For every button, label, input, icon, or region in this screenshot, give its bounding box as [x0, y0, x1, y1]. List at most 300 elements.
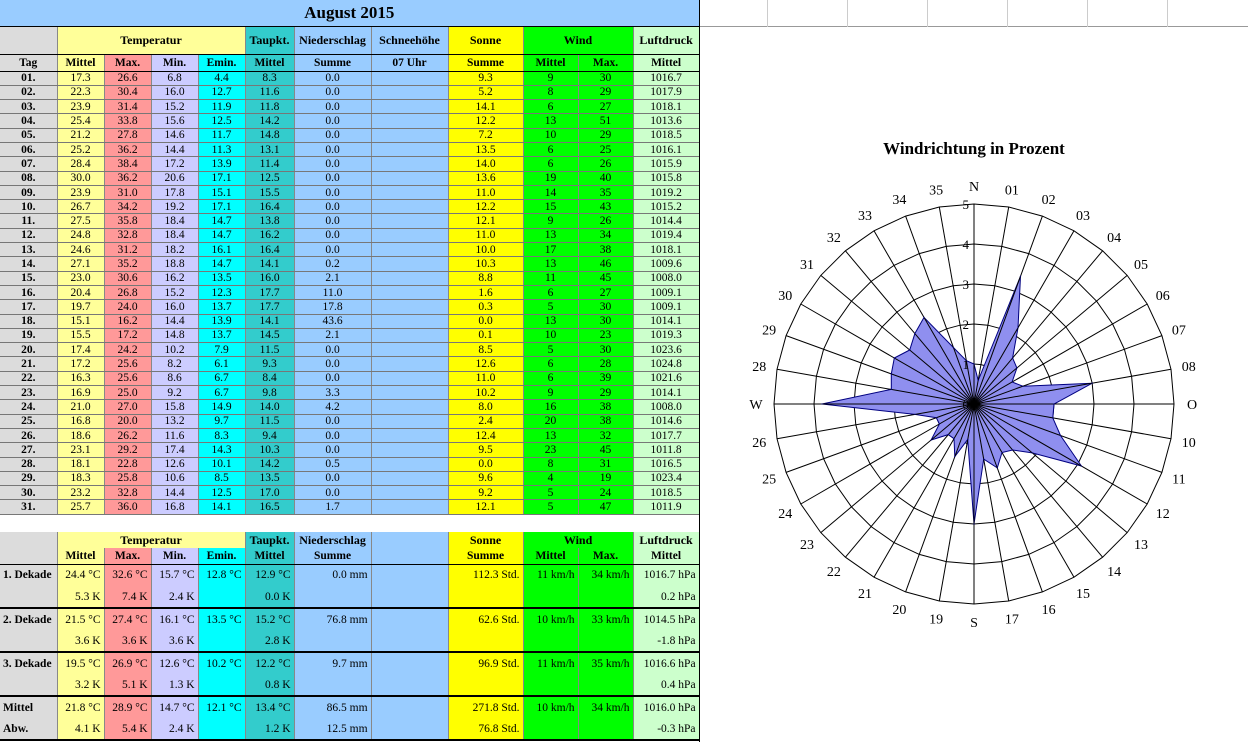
cell-luftdruck[interactable]: 1008.0: [633, 400, 699, 414]
summary-cell-min[interactable]: 14.7 °C: [151, 696, 198, 718]
summary-cell-wind-max[interactable]: 33 km/h: [578, 608, 633, 630]
cell-mittel[interactable]: 16.9: [57, 386, 104, 400]
cell-schnee[interactable]: [371, 300, 448, 314]
summary-cell-mittel[interactable]: 21.8 °C: [57, 696, 104, 718]
cell-schnee[interactable]: [371, 271, 448, 285]
cell-luftdruck[interactable]: 1011.8: [633, 443, 699, 457]
cell-min[interactable]: 9.2: [151, 386, 198, 400]
cell-schnee[interactable]: [371, 328, 448, 342]
cell-tag[interactable]: 18.: [0, 314, 57, 328]
cell-emin[interactable]: 12.5: [198, 114, 245, 128]
cell-min[interactable]: 10.6: [151, 471, 198, 485]
cell-emin[interactable]: 4.4: [198, 71, 245, 85]
cell-schnee[interactable]: [371, 285, 448, 299]
summary-cell-wind-max[interactable]: [578, 674, 633, 696]
summary-group-wind[interactable]: Wind: [523, 532, 633, 548]
empty-cell[interactable]: [1088, 0, 1168, 27]
cell-luftdruck[interactable]: 1014.1: [633, 314, 699, 328]
cell-tag[interactable]: 31.: [0, 500, 57, 514]
summary-cell-emin[interactable]: [198, 586, 245, 608]
header-sonne-summe[interactable]: Summe: [448, 54, 523, 71]
cell-emin[interactable]: 11.7: [198, 128, 245, 142]
cell-sonne[interactable]: 10.3: [448, 257, 523, 271]
cell-taupkt[interactable]: 16.2: [245, 228, 294, 242]
cell-sonne[interactable]: 0.0: [448, 457, 523, 471]
cell-luftdruck[interactable]: 1017.9: [633, 85, 699, 99]
summary-cell-max[interactable]: 5.1 K: [104, 674, 151, 696]
cell-sonne[interactable]: 11.0: [448, 185, 523, 199]
cell-wind-mittel[interactable]: 6: [523, 100, 578, 114]
cell-mittel[interactable]: 27.5: [57, 214, 104, 228]
cell-max[interactable]: 36.0: [104, 500, 151, 514]
cell-schnee[interactable]: [371, 471, 448, 485]
header-tag[interactable]: Tag: [0, 54, 57, 71]
cell-max[interactable]: 16.2: [104, 314, 151, 328]
cell-niederschlag[interactable]: 4.2: [294, 400, 371, 414]
summary-label[interactable]: Abw.: [0, 718, 57, 740]
summary-cell-sonne[interactable]: [448, 674, 523, 696]
cell-luftdruck[interactable]: 1016.5: [633, 457, 699, 471]
cell-sonne[interactable]: 11.0: [448, 228, 523, 242]
cell-emin[interactable]: 11.9: [198, 100, 245, 114]
cell-schnee[interactable]: [371, 428, 448, 442]
cell-min[interactable]: 13.2: [151, 414, 198, 428]
cell-mittel[interactable]: 24.6: [57, 243, 104, 257]
cell-schnee[interactable]: [371, 228, 448, 242]
cell-wind-max[interactable]: 40: [578, 171, 633, 185]
cell-mittel[interactable]: 24.8: [57, 228, 104, 242]
cell-taupkt[interactable]: 17.7: [245, 285, 294, 299]
summary-cell-wind-mittel[interactable]: 10 km/h: [523, 608, 578, 630]
cell-wind-max[interactable]: 29: [578, 386, 633, 400]
cell-schnee[interactable]: [371, 171, 448, 185]
cell-max[interactable]: 31.0: [104, 185, 151, 199]
cell-min[interactable]: 15.8: [151, 400, 198, 414]
summary-cell-min[interactable]: 15.7 °C: [151, 564, 198, 586]
summary-cell-schnee[interactable]: [371, 718, 448, 740]
cell-wind-max[interactable]: 26: [578, 157, 633, 171]
cell-wind-max[interactable]: 26: [578, 214, 633, 228]
cell-niederschlag[interactable]: 0.0: [294, 228, 371, 242]
cell-emin[interactable]: 8.5: [198, 471, 245, 485]
cell-wind-mittel[interactable]: 23: [523, 443, 578, 457]
cell-niederschlag[interactable]: 0.0: [294, 114, 371, 128]
cell-niederschlag[interactable]: 0.0: [294, 428, 371, 442]
cell-mittel[interactable]: 18.6: [57, 428, 104, 442]
header-niederschlag-summe[interactable]: Summe: [294, 54, 371, 71]
cell-mittel[interactable]: 17.3: [57, 71, 104, 85]
page-title[interactable]: August 2015: [0, 0, 699, 26]
cell-taupkt[interactable]: 13.8: [245, 214, 294, 228]
cell-tag[interactable]: 21.: [0, 357, 57, 371]
summary-cell-min[interactable]: 12.6 °C: [151, 652, 198, 674]
cell-schnee[interactable]: [371, 500, 448, 514]
summary-cell-sonne[interactable]: 76.8 Std.: [448, 718, 523, 740]
cell-sonne[interactable]: 9.5: [448, 443, 523, 457]
cell-sonne[interactable]: 0.3: [448, 300, 523, 314]
cell-wind-mittel[interactable]: 16: [523, 400, 578, 414]
cell-emin[interactable]: 6.7: [198, 386, 245, 400]
cell-luftdruck[interactable]: 1016.7: [633, 71, 699, 85]
cell-sonne[interactable]: 12.4: [448, 428, 523, 442]
cell-luftdruck[interactable]: 1009.1: [633, 300, 699, 314]
cell-max[interactable]: 32.8: [104, 486, 151, 500]
cell-max[interactable]: 31.2: [104, 243, 151, 257]
cell-mittel[interactable]: 23.1: [57, 443, 104, 457]
cell-schnee[interactable]: [371, 243, 448, 257]
summary-cell-luftdruck[interactable]: 1016.7 hPa: [633, 564, 699, 586]
cell-min[interactable]: 18.2: [151, 243, 198, 257]
summary-label[interactable]: Mittel: [0, 696, 57, 718]
cell-taupkt[interactable]: 17.0: [245, 486, 294, 500]
summary-cell-wind-mittel[interactable]: 10 km/h: [523, 696, 578, 718]
cell-mittel[interactable]: 23.0: [57, 271, 104, 285]
cell-wind-max[interactable]: 38: [578, 243, 633, 257]
summary-cell-sonne[interactable]: 62.6 Std.: [448, 608, 523, 630]
cell-taupkt[interactable]: 11.8: [245, 100, 294, 114]
cell-schnee[interactable]: [371, 414, 448, 428]
cell-tag[interactable]: 20.: [0, 343, 57, 357]
summary-group-empty[interactable]: [371, 532, 448, 548]
summary-cell-wind-max[interactable]: [578, 630, 633, 652]
cell-mittel[interactable]: 16.3: [57, 371, 104, 385]
cell-taupkt[interactable]: 9.8: [245, 386, 294, 400]
cell-tag[interactable]: 17.: [0, 300, 57, 314]
cell-tag[interactable]: 14.: [0, 257, 57, 271]
summary-cell-wind-mittel[interactable]: [523, 674, 578, 696]
cell-min[interactable]: 15.2: [151, 285, 198, 299]
cell-wind-mittel[interactable]: 6: [523, 285, 578, 299]
cell-min[interactable]: 14.4: [151, 142, 198, 156]
cell-sonne[interactable]: 13.5: [448, 142, 523, 156]
summary-header-max[interactable]: Max.: [104, 548, 151, 564]
cell-min[interactable]: 19.2: [151, 200, 198, 214]
cell-max[interactable]: 20.0: [104, 414, 151, 428]
cell-niederschlag[interactable]: 0.0: [294, 443, 371, 457]
cell-min[interactable]: 14.4: [151, 486, 198, 500]
cell-emin[interactable]: 14.7: [198, 257, 245, 271]
summary-header-empty[interactable]: [0, 548, 57, 564]
cell-mittel[interactable]: 16.8: [57, 414, 104, 428]
cell-emin[interactable]: 14.3: [198, 443, 245, 457]
cell-wind-mittel[interactable]: 13: [523, 114, 578, 128]
cell-emin[interactable]: 9.7: [198, 414, 245, 428]
header-min[interactable]: Min.: [151, 54, 198, 71]
cell-schnee[interactable]: [371, 357, 448, 371]
summary-header-blank[interactable]: [371, 548, 448, 564]
cell-niederschlag[interactable]: 17.8: [294, 300, 371, 314]
summary-cell-schnee[interactable]: [371, 586, 448, 608]
cell-luftdruck[interactable]: 1009.1: [633, 285, 699, 299]
cell-wind-max[interactable]: 30: [578, 314, 633, 328]
cell-wind-mittel[interactable]: 6: [523, 371, 578, 385]
cell-sonne[interactable]: 5.2: [448, 85, 523, 99]
cell-max[interactable]: 25.8: [104, 471, 151, 485]
cell-min[interactable]: 17.4: [151, 443, 198, 457]
cell-schnee[interactable]: [371, 314, 448, 328]
summary-cell-niederschlag[interactable]: 0.0 mm: [294, 564, 371, 586]
cell-wind-max[interactable]: 35: [578, 185, 633, 199]
cell-emin[interactable]: 13.9: [198, 314, 245, 328]
cell-taupkt[interactable]: 14.0: [245, 400, 294, 414]
group-niederschlag[interactable]: Niederschlag: [294, 26, 371, 54]
cell-luftdruck[interactable]: 1019.2: [633, 185, 699, 199]
cell-max[interactable]: 34.2: [104, 200, 151, 214]
cell-emin[interactable]: 6.7: [198, 371, 245, 385]
cell-taupkt[interactable]: 11.4: [245, 157, 294, 171]
cell-schnee[interactable]: [371, 114, 448, 128]
cell-sonne[interactable]: 8.0: [448, 400, 523, 414]
cell-emin[interactable]: 8.3: [198, 428, 245, 442]
cell-sonne[interactable]: 1.6: [448, 285, 523, 299]
cell-wind-mittel[interactable]: 13: [523, 428, 578, 442]
cell-max[interactable]: 36.2: [104, 142, 151, 156]
summary-cell-wind-mittel[interactable]: [523, 718, 578, 740]
summary-cell-sonne[interactable]: 96.9 Std.: [448, 652, 523, 674]
summary-cell-luftdruck[interactable]: 1016.6 hPa: [633, 652, 699, 674]
summary-cell-niederschlag[interactable]: 76.8 mm: [294, 608, 371, 630]
cell-sonne[interactable]: 14.1: [448, 100, 523, 114]
cell-min[interactable]: 10.2: [151, 343, 198, 357]
cell-wind-mittel[interactable]: 5: [523, 500, 578, 514]
cell-wind-max[interactable]: 38: [578, 414, 633, 428]
summary-cell-mittel[interactable]: 5.3 K: [57, 586, 104, 608]
cell-sonne[interactable]: 12.1: [448, 500, 523, 514]
cell-wind-mittel[interactable]: 10: [523, 328, 578, 342]
group-luftdruck[interactable]: Luftdruck: [633, 26, 699, 54]
cell-max[interactable]: 22.8: [104, 457, 151, 471]
cell-wind-max[interactable]: 30: [578, 343, 633, 357]
summary-corner[interactable]: [0, 532, 57, 548]
cell-tag[interactable]: 05.: [0, 128, 57, 142]
summary-cell-min[interactable]: 2.4 K: [151, 586, 198, 608]
cell-niederschlag[interactable]: 0.0: [294, 471, 371, 485]
summary-cell-wind-max[interactable]: 34 km/h: [578, 696, 633, 718]
cell-tag[interactable]: 13.: [0, 243, 57, 257]
summary-cell-luftdruck[interactable]: 0.2 hPa: [633, 586, 699, 608]
cell-mittel[interactable]: 30.0: [57, 171, 104, 185]
cell-sonne[interactable]: 12.2: [448, 200, 523, 214]
cell-tag[interactable]: 28.: [0, 457, 57, 471]
summary-cell-max[interactable]: 26.9 °C: [104, 652, 151, 674]
group-schneehoehe[interactable]: Schneehöhe: [371, 26, 448, 54]
cell-niederschlag[interactable]: 0.0: [294, 142, 371, 156]
cell-tag[interactable]: 12.: [0, 228, 57, 242]
cell-luftdruck[interactable]: 1015.2: [633, 200, 699, 214]
cell-wind-max[interactable]: 24: [578, 486, 633, 500]
cell-mittel[interactable]: 15.1: [57, 314, 104, 328]
cell-sonne[interactable]: 10.0: [448, 243, 523, 257]
summary-cell-emin[interactable]: 12.8 °C: [198, 564, 245, 586]
cell-wind-max[interactable]: 31: [578, 457, 633, 471]
cell-sonne[interactable]: 11.0: [448, 371, 523, 385]
cell-emin[interactable]: 11.3: [198, 142, 245, 156]
cell-niederschlag[interactable]: 3.3: [294, 386, 371, 400]
cell-wind-max[interactable]: 29: [578, 85, 633, 99]
summary-cell-niederschlag[interactable]: [294, 674, 371, 696]
cell-wind-mittel[interactable]: 8: [523, 457, 578, 471]
summary-cell-sonne[interactable]: [448, 630, 523, 652]
summary-cell-sonne[interactable]: [448, 586, 523, 608]
cell-max[interactable]: 32.8: [104, 228, 151, 242]
cell-min[interactable]: 17.8: [151, 185, 198, 199]
cell-luftdruck[interactable]: 1015.9: [633, 157, 699, 171]
cell-tag[interactable]: 07.: [0, 157, 57, 171]
cell-taupkt[interactable]: 11.5: [245, 414, 294, 428]
cell-niederschlag[interactable]: 0.0: [294, 157, 371, 171]
summary-cell-luftdruck[interactable]: -1.8 hPa: [633, 630, 699, 652]
cell-tag[interactable]: 15.: [0, 271, 57, 285]
summary-cell-min[interactable]: 1.3 K: [151, 674, 198, 696]
cell-wind-mittel[interactable]: 4: [523, 471, 578, 485]
cell-tag[interactable]: 27.: [0, 443, 57, 457]
cell-wind-max[interactable]: 45: [578, 271, 633, 285]
cell-wind-mittel[interactable]: 5: [523, 486, 578, 500]
cell-taupkt[interactable]: 13.1: [245, 142, 294, 156]
summary-cell-wind-max[interactable]: 35 km/h: [578, 652, 633, 674]
cell-niederschlag[interactable]: 0.0: [294, 414, 371, 428]
cell-max[interactable]: 31.4: [104, 100, 151, 114]
cell-min[interactable]: 12.6: [151, 457, 198, 471]
cell-max[interactable]: 30.6: [104, 271, 151, 285]
summary-header-taupkt[interactable]: Mittel: [245, 548, 294, 564]
summary-header-mittel[interactable]: Mittel: [57, 548, 104, 564]
summary-cell-mittel[interactable]: 3.6 K: [57, 630, 104, 652]
summary-group-taupkt[interactable]: Taupkt.: [245, 532, 294, 548]
cell-luftdruck[interactable]: 1018.5: [633, 486, 699, 500]
cell-min[interactable]: 16.2: [151, 271, 198, 285]
cell-taupkt[interactable]: 9.3: [245, 357, 294, 371]
cell-luftdruck[interactable]: 1015.8: [633, 171, 699, 185]
summary-label[interactable]: 2. Dekade: [0, 608, 57, 630]
cell-sonne[interactable]: 9.2: [448, 486, 523, 500]
cell-taupkt[interactable]: 16.4: [245, 243, 294, 257]
summary-cell-mittel[interactable]: 19.5 °C: [57, 652, 104, 674]
cell-niederschlag[interactable]: 43.6: [294, 314, 371, 328]
summary-cell-schnee[interactable]: [371, 564, 448, 586]
summary-cell-schnee[interactable]: [371, 652, 448, 674]
cell-niederschlag[interactable]: 0.0: [294, 200, 371, 214]
summary-cell-schnee[interactable]: [371, 630, 448, 652]
cell-wind-mittel[interactable]: 11: [523, 271, 578, 285]
cell-sonne[interactable]: 0.1: [448, 328, 523, 342]
cell-emin[interactable]: 17.1: [198, 200, 245, 214]
cell-min[interactable]: 14.8: [151, 328, 198, 342]
cell-wind-mittel[interactable]: 5: [523, 300, 578, 314]
cell-mittel[interactable]: 19.7: [57, 300, 104, 314]
cell-sonne[interactable]: 12.6: [448, 357, 523, 371]
header-luftdruck-mittel[interactable]: Mittel: [633, 54, 699, 71]
cell-min[interactable]: 18.4: [151, 228, 198, 242]
summary-header-sonne-summe[interactable]: Summe: [448, 548, 523, 564]
summary-cell-niederschlag[interactable]: [294, 586, 371, 608]
summary-header-wind-mittel[interactable]: Mittel: [523, 548, 578, 564]
cell-emin[interactable]: 17.1: [198, 171, 245, 185]
cell-tag[interactable]: 09.: [0, 185, 57, 199]
cell-taupkt[interactable]: 17.7: [245, 300, 294, 314]
cell-emin[interactable]: 14.9: [198, 400, 245, 414]
cell-schnee[interactable]: [371, 142, 448, 156]
cell-taupkt[interactable]: 14.1: [245, 257, 294, 271]
cell-luftdruck[interactable]: 1008.0: [633, 271, 699, 285]
cell-taupkt[interactable]: 11.6: [245, 85, 294, 99]
cell-niederschlag[interactable]: 0.2: [294, 257, 371, 271]
cell-niederschlag[interactable]: 0.0: [294, 85, 371, 99]
summary-label[interactable]: 1. Dekade: [0, 564, 57, 586]
cell-luftdruck[interactable]: 1019.4: [633, 228, 699, 242]
cell-wind-max[interactable]: 38: [578, 400, 633, 414]
summary-cell-mittel[interactable]: 21.5 °C: [57, 608, 104, 630]
cell-mittel[interactable]: 28.4: [57, 157, 104, 171]
header-wind-mittel[interactable]: Mittel: [523, 54, 578, 71]
cell-niederschlag[interactable]: 0.0: [294, 171, 371, 185]
summary-cell-emin[interactable]: 10.2 °C: [198, 652, 245, 674]
cell-max[interactable]: 27.0: [104, 400, 151, 414]
cell-luftdruck[interactable]: 1016.1: [633, 142, 699, 156]
cell-mittel[interactable]: 23.9: [57, 185, 104, 199]
cell-taupkt[interactable]: 15.5: [245, 185, 294, 199]
cell-mittel[interactable]: 25.2: [57, 142, 104, 156]
cell-emin[interactable]: 10.1: [198, 457, 245, 471]
cell-tag[interactable]: 22.: [0, 371, 57, 385]
summary-cell-wind-max[interactable]: [578, 586, 633, 608]
cell-niederschlag[interactable]: 0.0: [294, 214, 371, 228]
summary-cell-min[interactable]: 3.6 K: [151, 630, 198, 652]
cell-wind-max[interactable]: 47: [578, 500, 633, 514]
cell-taupkt[interactable]: 8.3: [245, 71, 294, 85]
cell-mittel[interactable]: 21.2: [57, 128, 104, 142]
cell-tag[interactable]: 19.: [0, 328, 57, 342]
empty-cell[interactable]: [848, 0, 928, 27]
cell-niederschlag[interactable]: 11.0: [294, 285, 371, 299]
summary-cell-mittel[interactable]: 3.2 K: [57, 674, 104, 696]
cell-niederschlag[interactable]: 0.0: [294, 357, 371, 371]
cell-luftdruck[interactable]: 1021.6: [633, 371, 699, 385]
cell-taupkt[interactable]: 16.5: [245, 500, 294, 514]
summary-cell-taupkt[interactable]: 0.0 K: [245, 586, 294, 608]
cell-taupkt[interactable]: 9.4: [245, 428, 294, 442]
cell-tag[interactable]: 25.: [0, 414, 57, 428]
cell-emin[interactable]: 15.1: [198, 185, 245, 199]
group-sonne[interactable]: Sonne: [448, 26, 523, 54]
cell-emin[interactable]: 13.7: [198, 328, 245, 342]
summary-cell-luftdruck[interactable]: -0.3 hPa: [633, 718, 699, 740]
summary-cell-wind-mittel[interactable]: 11 km/h: [523, 564, 578, 586]
summary-cell-niederschlag[interactable]: [294, 630, 371, 652]
cell-schnee[interactable]: [371, 157, 448, 171]
cell-sonne[interactable]: 9.3: [448, 71, 523, 85]
cell-sonne[interactable]: 7.2: [448, 128, 523, 142]
cell-sonne[interactable]: 12.2: [448, 114, 523, 128]
cell-min[interactable]: 16.0: [151, 300, 198, 314]
summary-cell-wind-max[interactable]: 34 km/h: [578, 564, 633, 586]
cell-emin[interactable]: 14.1: [198, 500, 245, 514]
cell-wind-max[interactable]: 51: [578, 114, 633, 128]
cell-max[interactable]: 25.0: [104, 386, 151, 400]
cell-taupkt[interactable]: 16.4: [245, 200, 294, 214]
cell-max[interactable]: 35.2: [104, 257, 151, 271]
summary-label[interactable]: [0, 674, 57, 696]
cell-tag[interactable]: 30.: [0, 486, 57, 500]
cell-niederschlag[interactable]: 0.0: [294, 185, 371, 199]
cell-luftdruck[interactable]: 1023.4: [633, 471, 699, 485]
cell-tag[interactable]: 03.: [0, 100, 57, 114]
summary-cell-luftdruck[interactable]: 1016.0 hPa: [633, 696, 699, 718]
cell-max[interactable]: 26.6: [104, 71, 151, 85]
cell-max[interactable]: 33.8: [104, 114, 151, 128]
group-wind[interactable]: Wind: [523, 26, 633, 54]
cell-emin[interactable]: 7.9: [198, 343, 245, 357]
